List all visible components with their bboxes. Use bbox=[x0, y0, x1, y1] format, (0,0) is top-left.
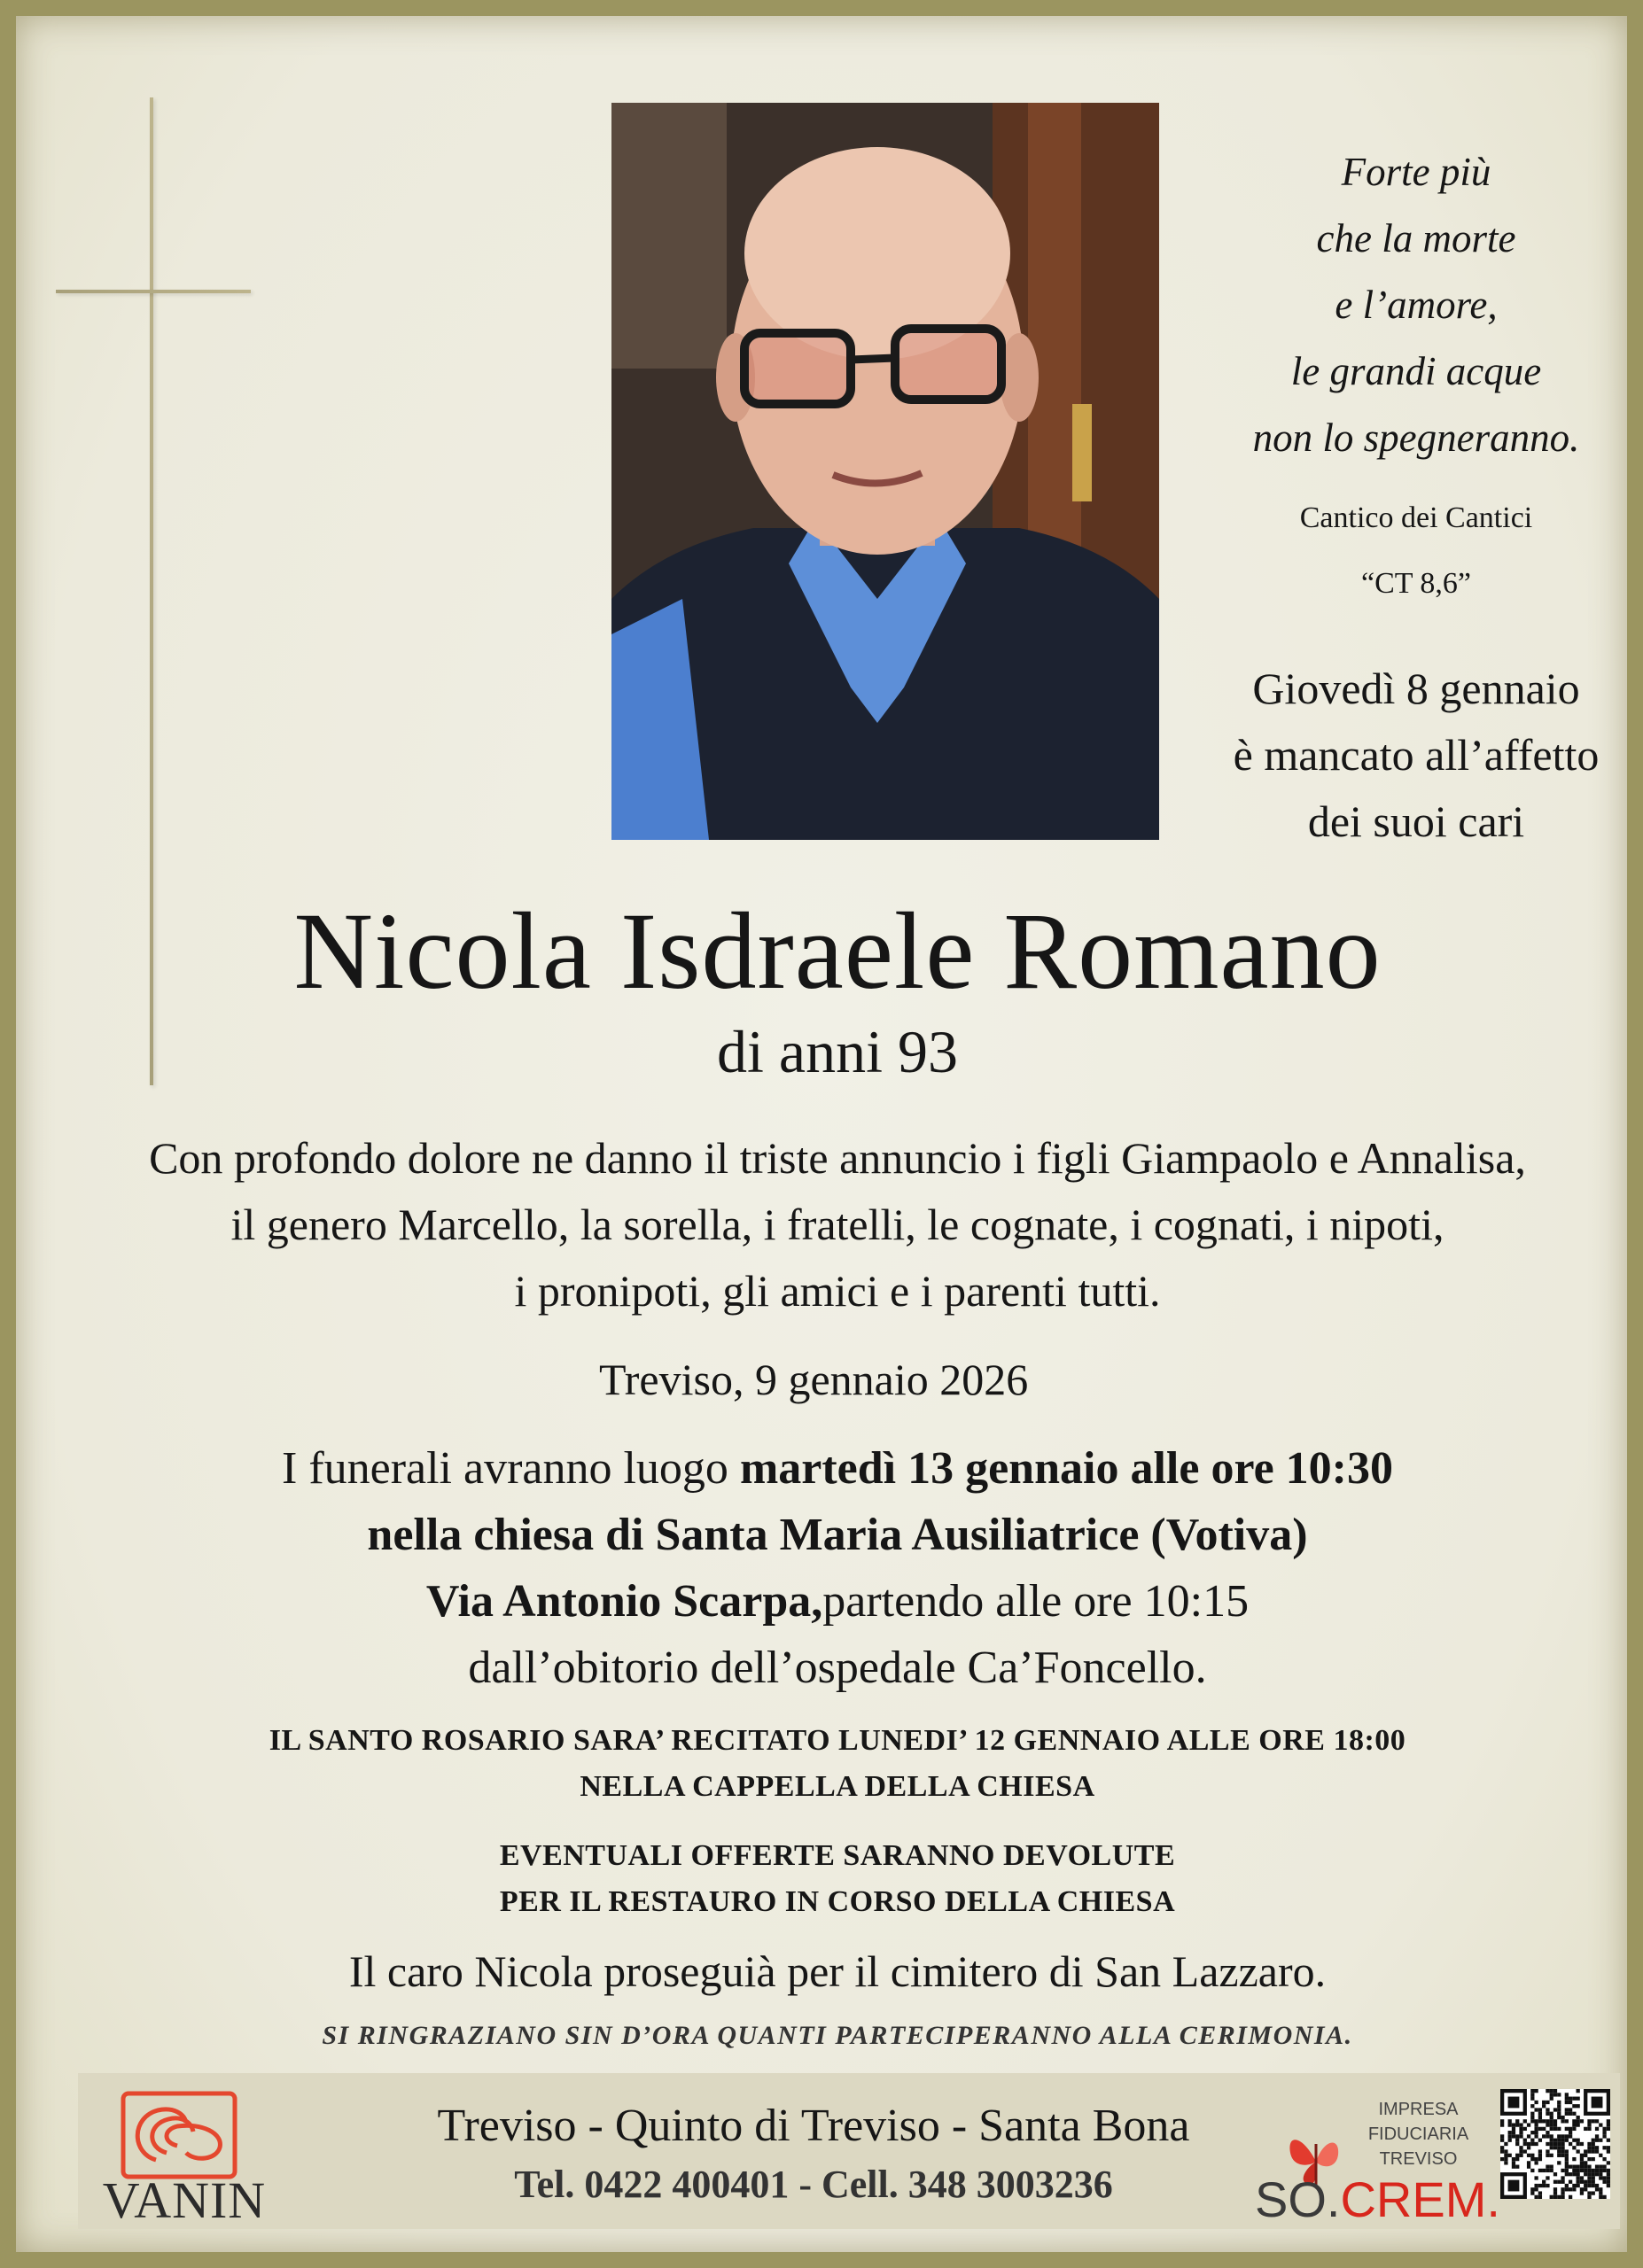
deceased-name: Nicola Isdraele Romano bbox=[293, 890, 1382, 1012]
socrem-tagline: IMPRESA bbox=[1378, 2100, 1459, 2119]
funeral-line bbox=[16, 1442, 1643, 1495]
offerings-line: PER IL RESTAURO IN CORSO DELLA CHIESA bbox=[499, 1885, 1176, 1918]
socrem-brand-left: SO. bbox=[1255, 2171, 1341, 2227]
verse-line: che la morte bbox=[1316, 216, 1516, 260]
verse-line: Forte più bbox=[1341, 150, 1491, 194]
verse-source: Cantico dei Cantici bbox=[1299, 501, 1533, 534]
verse-line: non lo spegneranno. bbox=[1252, 416, 1580, 460]
funeral-departure: partendo alle ore 10:15 bbox=[822, 1576, 1250, 1627]
passing-line: Giovedì 8 gennaio bbox=[1252, 664, 1580, 713]
deceased-age: di anni 93 bbox=[717, 1018, 958, 1085]
footer-contacts: Tel. 0422 400401 - Cell. 348 3003236 bbox=[514, 2163, 1113, 2206]
verse-line: le grandi acque bbox=[1290, 349, 1542, 393]
verse-reference: “CT 8,6” bbox=[1360, 567, 1471, 600]
socrem-tagline: FIDUCIARIA bbox=[1367, 2124, 1469, 2144]
qr-code-icon bbox=[1500, 2089, 1610, 2199]
burial-note: Il caro Nicola proseguià per il cimitero di San Lazzaro. bbox=[348, 1946, 1327, 1996]
socrem-tagline: TREVISO bbox=[1379, 2149, 1458, 2169]
verse-line: e l’amore, bbox=[1335, 283, 1498, 327]
funeral-origin: dall’obitorio dell’ospedale Ca’Foncello. bbox=[468, 1643, 1207, 1693]
passing-line: è mancato all’affetto bbox=[1233, 730, 1600, 780]
place-date: Treviso, 9 gennaio 2026 bbox=[599, 1355, 1029, 1404]
rosary-line: IL SANTO ROSARIO SARA’ RECITATO LUNEDI’ 12 GENNAIO ALLE ORE 18:00 bbox=[269, 1724, 1406, 1757]
funeral-text: I funerali avranno luogo bbox=[282, 1443, 740, 1494]
funeral-street: Via Antonio Scarpa, bbox=[425, 1576, 823, 1627]
footer-locations: Treviso - Quinto di Treviso - Santa Bona bbox=[437, 2101, 1190, 2151]
funeral-datetime: martedì 13 gennaio alle ore 10:30 bbox=[739, 1443, 1393, 1494]
footer-bar bbox=[78, 2073, 1620, 2229]
thanks-note: SI RINGRAZIANO SIN D’ORA QUANTI PARTECIPERANNO ALLA CERIMONIA. bbox=[322, 2021, 1353, 2050]
vanin-brand: VANIN bbox=[102, 2171, 267, 2229]
offerings-line: EVENTUALI OFFERTE SARANNO DEVOLUTE bbox=[499, 1839, 1176, 1872]
vanin-logo-icon bbox=[121, 2091, 237, 2179]
funeral-church: nella chiesa di Santa Maria Ausiliatrice (Votiva) bbox=[367, 1510, 1308, 1560]
funeral-line bbox=[16, 1575, 1643, 1627]
socrem-brand bbox=[1255, 2171, 1500, 2228]
announcement-line: i pronipoti, gli amici e i parenti tutti. bbox=[514, 1266, 1161, 1316]
socrem-brand-right: CREM. bbox=[1340, 2171, 1500, 2227]
portrait-photo bbox=[611, 103, 1159, 840]
rosary-line: NELLA CAPPELLA DELLA CHIESA bbox=[580, 1770, 1095, 1803]
announcement-line: il genero Marcello, la sorella, i fratelli, le cognate, i cognati, i nipoti, bbox=[230, 1200, 1444, 1249]
passing-line: dei suoi cari bbox=[1307, 796, 1525, 846]
announcement-line: Con profondo dolore ne danno il triste annuncio i figli Giampaolo e Annalisa, bbox=[149, 1133, 1526, 1183]
